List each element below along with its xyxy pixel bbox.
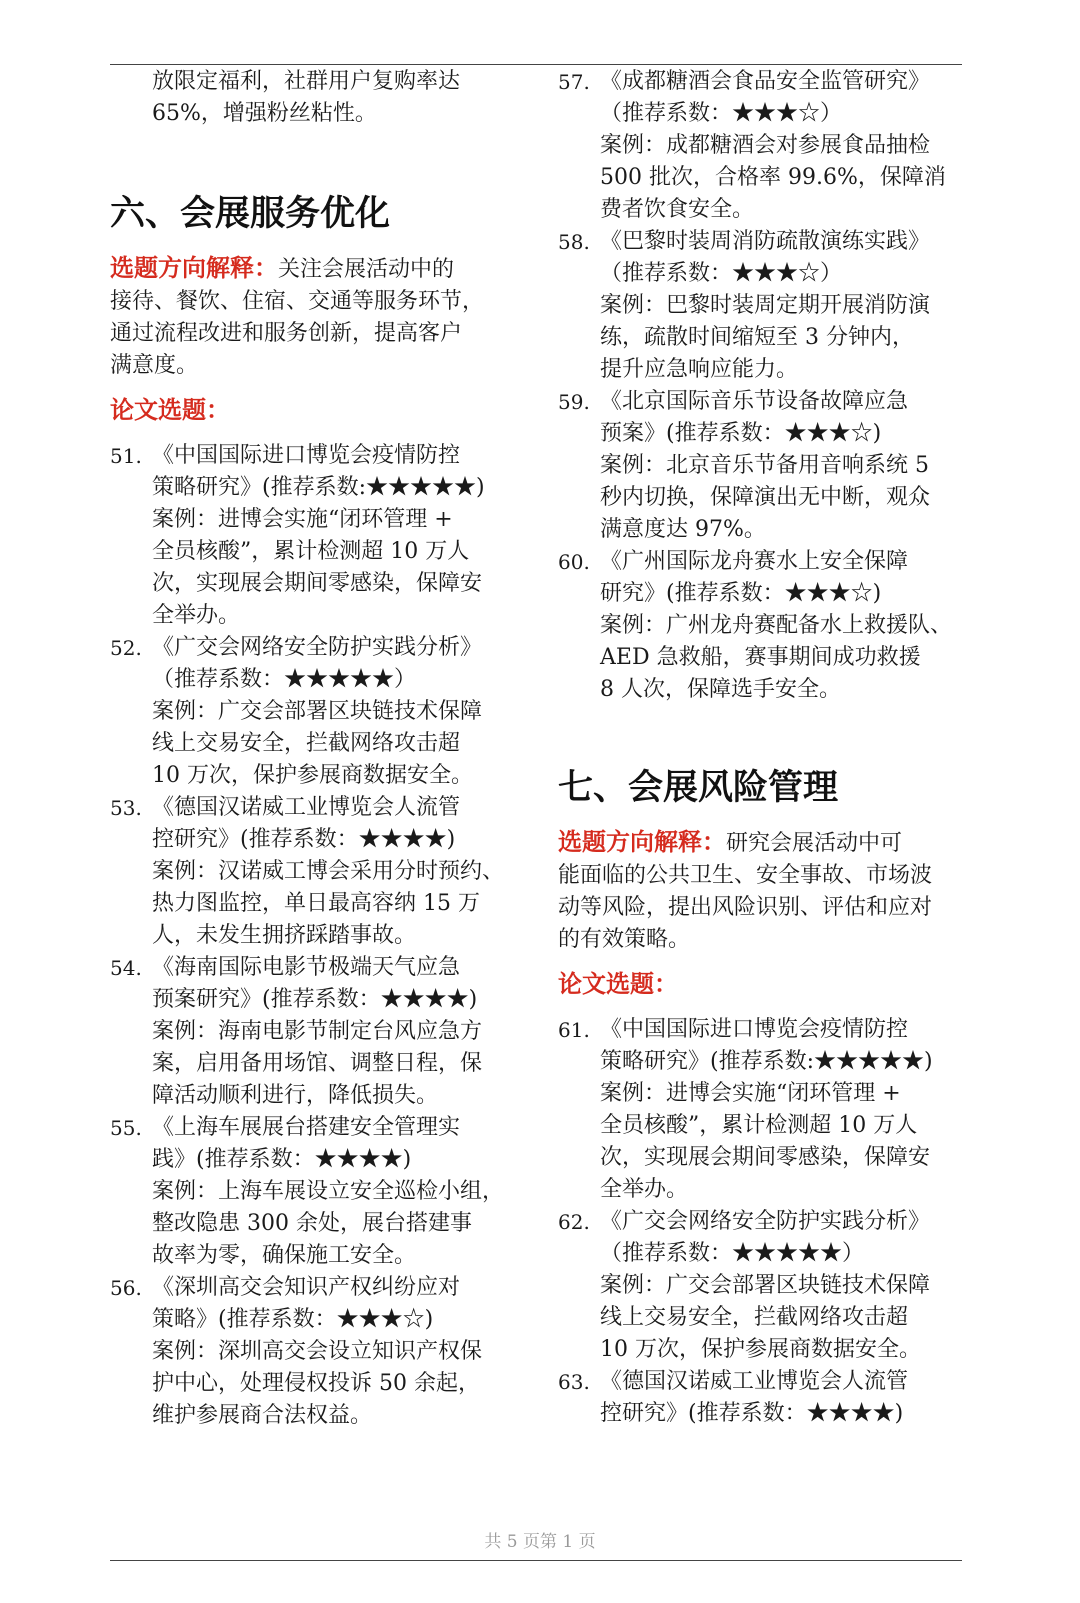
direction-label: 选题方向解释： <box>558 828 726 856</box>
topics-label: 论文选题： <box>558 970 678 998</box>
list-item: 56. 《深圳高交会知识产权纠纷应对 策略》(推荐系数：★★★☆) 案例：深圳高交会设立知识产权保 护中心，处理侵权投诉 50 余起， 维护参展商合法权益。 <box>110 1275 483 1428</box>
list-item: 55. 《上海车展展台搭建安全管理实 践》(推荐系数：★★★★) 案例：上海车展设立安全巡检小组， 整改隐患 300 余处，展台搭建事 故率为零，确保施工安全。 <box>110 1115 505 1268</box>
list-item: 61. 《中国国际进口博览会疫情防控 策略研究》(推荐系数:★★★★★) 案例：进博会实施“闭环管理 + 全员核酸”，累计检测超 10 万人 次，实现展会期间零感染，保障安 全举办。 <box>558 1017 933 1202</box>
intro-text: 放限定福利，社群用户复购率达 65%，增强粉丝粘性。 <box>152 69 461 126</box>
right-column <box>558 66 978 1430</box>
list-item: 62. 《广交会网络安全防护实践分析》 （推荐系数：★★★★★） 案例：广交会部署区块链技术保障 线上交易安全，拦截网络攻击超 10 万次，保护参展商数据安全。 <box>558 1209 931 1362</box>
list-item: 52. 《广交会网络安全防护实践分析》 （推荐系数：★★★★★） 案例：广交会部署区块链技术保障 线上交易安全，拦截网络攻击超 10 万次，保护参展商数据安全。 <box>110 635 483 788</box>
topic-list-continued <box>558 66 978 706</box>
list-item: 60. 《广州国际龙舟赛水上安全保障 研究》(推荐系数：★★★☆) 案例：广州龙舟赛配备水上救援队、 AED 急救船，赛事期间成功救援 8 人次，保障选手安全。 <box>558 549 953 702</box>
page-footer: 共 5 页第 1 页 <box>484 1532 596 1552</box>
left-column <box>110 66 520 1432</box>
list-item: 63. 《德国汉诺威工业博览会人流管 控研究》(推荐系数：★★★★) <box>558 1369 909 1426</box>
direction-label: 选题方向解释： <box>110 254 278 282</box>
list-item: 54. 《海南国际电影节极端天气应急 预案研究》(推荐系数：★★★★) 案例：海南电影节制定台风应急方 案，启用备用场馆、调整日程，保 障活动顺利进行，降低损失。 <box>110 955 483 1108</box>
topic-list <box>558 1014 978 1430</box>
list-item: 57. 《成都糖酒会食品安全监管研究》 （推荐系数：★★★☆） 案例：成都糖酒会对参展食品抽检 500 批次，合格率 99.6%，保障消 费者饮食安全。 <box>558 69 946 222</box>
list-item: 59. 《北京国际音乐节设备故障应急 预案》(推荐系数：★★★☆) 案例：北京音乐节备用音响系统 5 秒内切换，保障演出无中断，观众 满意度达 97%。 <box>558 389 931 542</box>
topics-label: 论文选题： <box>110 396 230 424</box>
bottom-rule <box>110 1560 962 1561</box>
direction-explanation: 选题方向解释：关注会展活动中的 接待、餐饮、住宿、交通等服务环节， 通过流程改进和服务创新，提高客户 满意度。 <box>110 254 485 378</box>
list-item: 51. 《中国国际进口博览会疫情防控 策略研究》(推荐系数:★★★★★) 案例：进博会实施“闭环管理 + 全员核酸”，累计检测超 10 万人 次，实现展会期间零感染，保障安 全举办。 <box>110 443 485 628</box>
list-item: 53. 《德国汉诺威工业博览会人流管 控研究》(推荐系数：★★★★) 案例：汉诺威工博会采用分时预约、 热力图监控，单日最高容纳 15 万 人，未发生拥挤踩踏事故。 <box>110 795 505 948</box>
top-rule <box>110 64 962 65</box>
topic-list <box>110 440 520 1432</box>
list-item: 58. 《巴黎时装周消防疏散演练实践》 （推荐系数：★★★☆） 案例：巴黎时装周定期开展消防演 练，疏散时间缩短至 3 分钟内， 提升应急响应能力。 <box>558 229 931 382</box>
direction-explanation: 选题方向解释：研究会展活动中可 能面临的公共卫生、安全事故、市场波 动等风险，提出风险识别、评估和应对 的有效策略。 <box>558 828 933 952</box>
section-heading-7: 七、会展风险管理 <box>558 768 839 808</box>
section-heading-6: 六、会展服务优化 <box>110 194 391 234</box>
